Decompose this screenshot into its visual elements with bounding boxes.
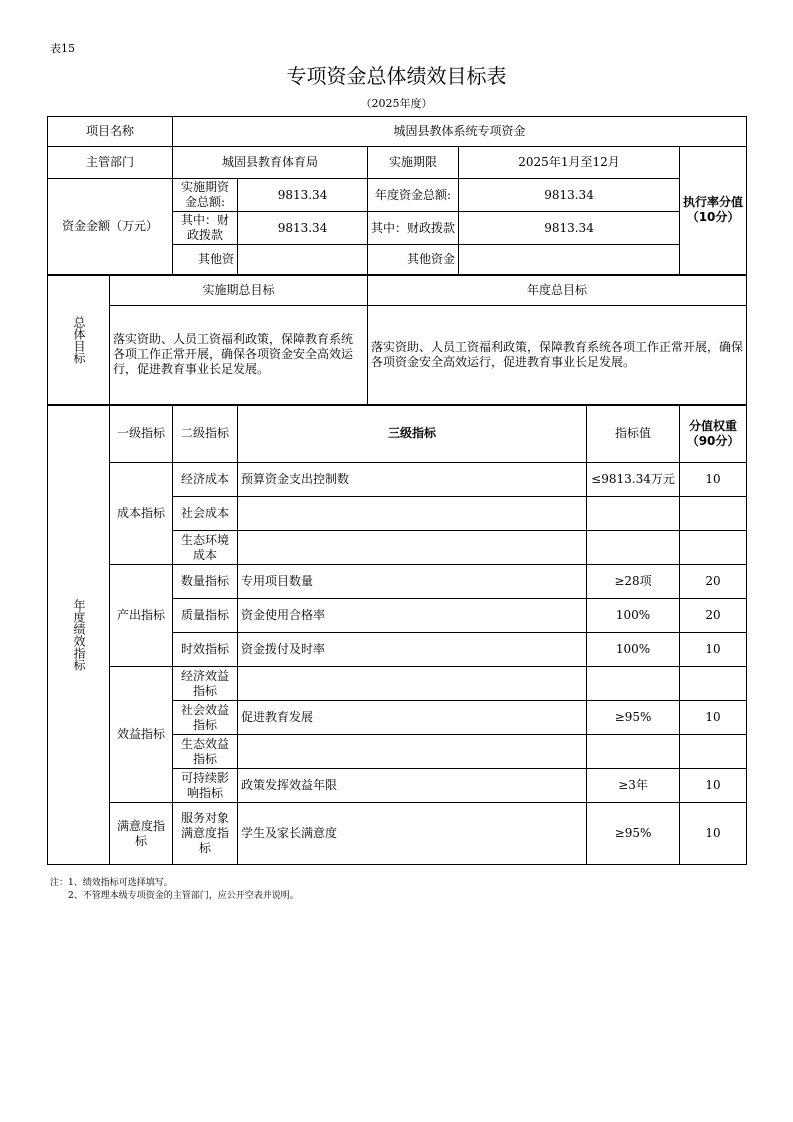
project-name-label: 项目名称 (48, 117, 173, 147)
level3-cell: 促进教育发展 (238, 701, 587, 735)
period-total-value: 9813.34 (238, 179, 368, 212)
level3-cell (238, 735, 587, 769)
level2-cell: 生态效益指标 (173, 735, 238, 769)
col-level3: 三级指标 (238, 405, 587, 463)
level2-cell: 质量指标 (173, 599, 238, 633)
weight-cell: 10 (680, 701, 747, 735)
group-name: 成本指标 (110, 463, 173, 565)
level3-cell: 专用项目数量 (238, 565, 587, 599)
performance-table (47, 116, 747, 865)
page-title: 专项资金总体绩效目标表 (286, 64, 507, 88)
exec-rate-label: 执行率分值（10分） (680, 147, 747, 275)
level2-cell: 生态环境成本 (173, 531, 238, 565)
value-cell (587, 735, 680, 769)
level3-cell (238, 667, 587, 701)
other-label-year: 其他资金 (368, 245, 459, 275)
weight-cell (680, 667, 747, 701)
level3-cell (238, 497, 587, 531)
level3-cell: 资金拨付及时率 (238, 633, 587, 667)
value-cell: ≤9813.34万元 (587, 463, 680, 497)
weight-cell (680, 497, 747, 531)
year-goal-label: 年度总目标 (368, 275, 747, 306)
level2-cell: 经济成本 (173, 463, 238, 497)
footnotes (50, 877, 299, 903)
value-cell: ≥95% (587, 803, 680, 865)
group-name: 满意度指标 (110, 803, 173, 865)
footnote-2: 2、不管理本级专项资金的主管部门，应公开空表并说明。 (68, 891, 299, 901)
fiscal-label-year: 其中：财政拨款 (368, 212, 459, 245)
weight-cell: 10 (680, 769, 747, 803)
fiscal-value-year: 9813.34 (459, 212, 680, 245)
dept-label: 主管部门 (48, 147, 173, 179)
page-subtitle: （2025年度） (360, 97, 433, 110)
level2-cell: 社会效益指标 (173, 701, 238, 735)
period-goal-text: 落实资助、人员工资福利政策，保障教育系统各项工作正常开展，确保各项资金安全高效运行，促进教育事业长足发展。 (110, 306, 368, 405)
indicators-section-label: 年度绩效指标 (48, 405, 110, 865)
group-name: 产出指标 (110, 565, 173, 667)
col-level2: 二级指标 (173, 405, 238, 463)
level3-cell (238, 531, 587, 565)
fiscal-label: 其中：财政拨款 (173, 212, 238, 245)
level3-cell: 预算资金支出控制数 (238, 463, 587, 497)
level3-cell: 学生及家长满意度 (238, 803, 587, 865)
table-number: 表15 (50, 42, 75, 55)
group-name: 效益指标 (110, 667, 173, 803)
value-cell (587, 531, 680, 565)
col-weight: 分值权重（90分） (680, 405, 747, 463)
level3-cell: 资金使用合格率 (238, 599, 587, 633)
fiscal-value: 9813.34 (238, 212, 368, 245)
weight-cell: 10 (680, 463, 747, 497)
period-total-label: 实施期资金总额: (173, 179, 238, 212)
fund-label: 资金金额（万元） (48, 179, 173, 275)
weight-cell: 20 (680, 599, 747, 633)
col-level1: 一级指标 (110, 405, 173, 463)
weight-cell (680, 531, 747, 565)
level3-cell: 政策发挥效益年限 (238, 769, 587, 803)
weight-cell: 20 (680, 565, 747, 599)
value-cell: ≥3年 (587, 769, 680, 803)
weight-cell: 10 (680, 633, 747, 667)
value-cell (587, 667, 680, 701)
dept-value: 城固县教育体育局 (173, 147, 368, 179)
level2-cell: 时效指标 (173, 633, 238, 667)
level2-cell: 可持续影响指标 (173, 769, 238, 803)
period-goal-label: 实施期总目标 (110, 275, 368, 306)
value-cell: 100% (587, 633, 680, 667)
level2-cell: 服务对象满意度指标 (173, 803, 238, 865)
level2-cell: 社会成本 (173, 497, 238, 531)
weight-cell: 10 (680, 803, 747, 865)
goals-section-label: 总体目标 (48, 275, 110, 405)
value-cell: ≥95% (587, 701, 680, 735)
period-label: 实施期限 (368, 147, 459, 179)
weight-cell (680, 735, 747, 769)
level2-cell: 经济效益指标 (173, 667, 238, 701)
value-cell: ≥28项 (587, 565, 680, 599)
project-name-value: 城固县教体系统专项资金 (173, 117, 747, 147)
value-cell (587, 497, 680, 531)
year-goal-text: 落实资助、人员工资福利政策，保障教育系统各项工作正常开展，确保各项资金安全高效运行，促进教育事业长足发展。 (368, 306, 747, 405)
period-value: 2025年1月至12月 (459, 147, 680, 179)
col-value: 指标值 (587, 405, 680, 463)
level2-cell: 数量指标 (173, 565, 238, 599)
year-total-value: 9813.34 (459, 179, 680, 212)
value-cell: 100% (587, 599, 680, 633)
other-label: 其他资 (173, 245, 238, 275)
footnote-1: 注：1、绩效指标可选择填写。 (50, 878, 173, 888)
year-total-label: 年度资金总额: (368, 179, 459, 212)
